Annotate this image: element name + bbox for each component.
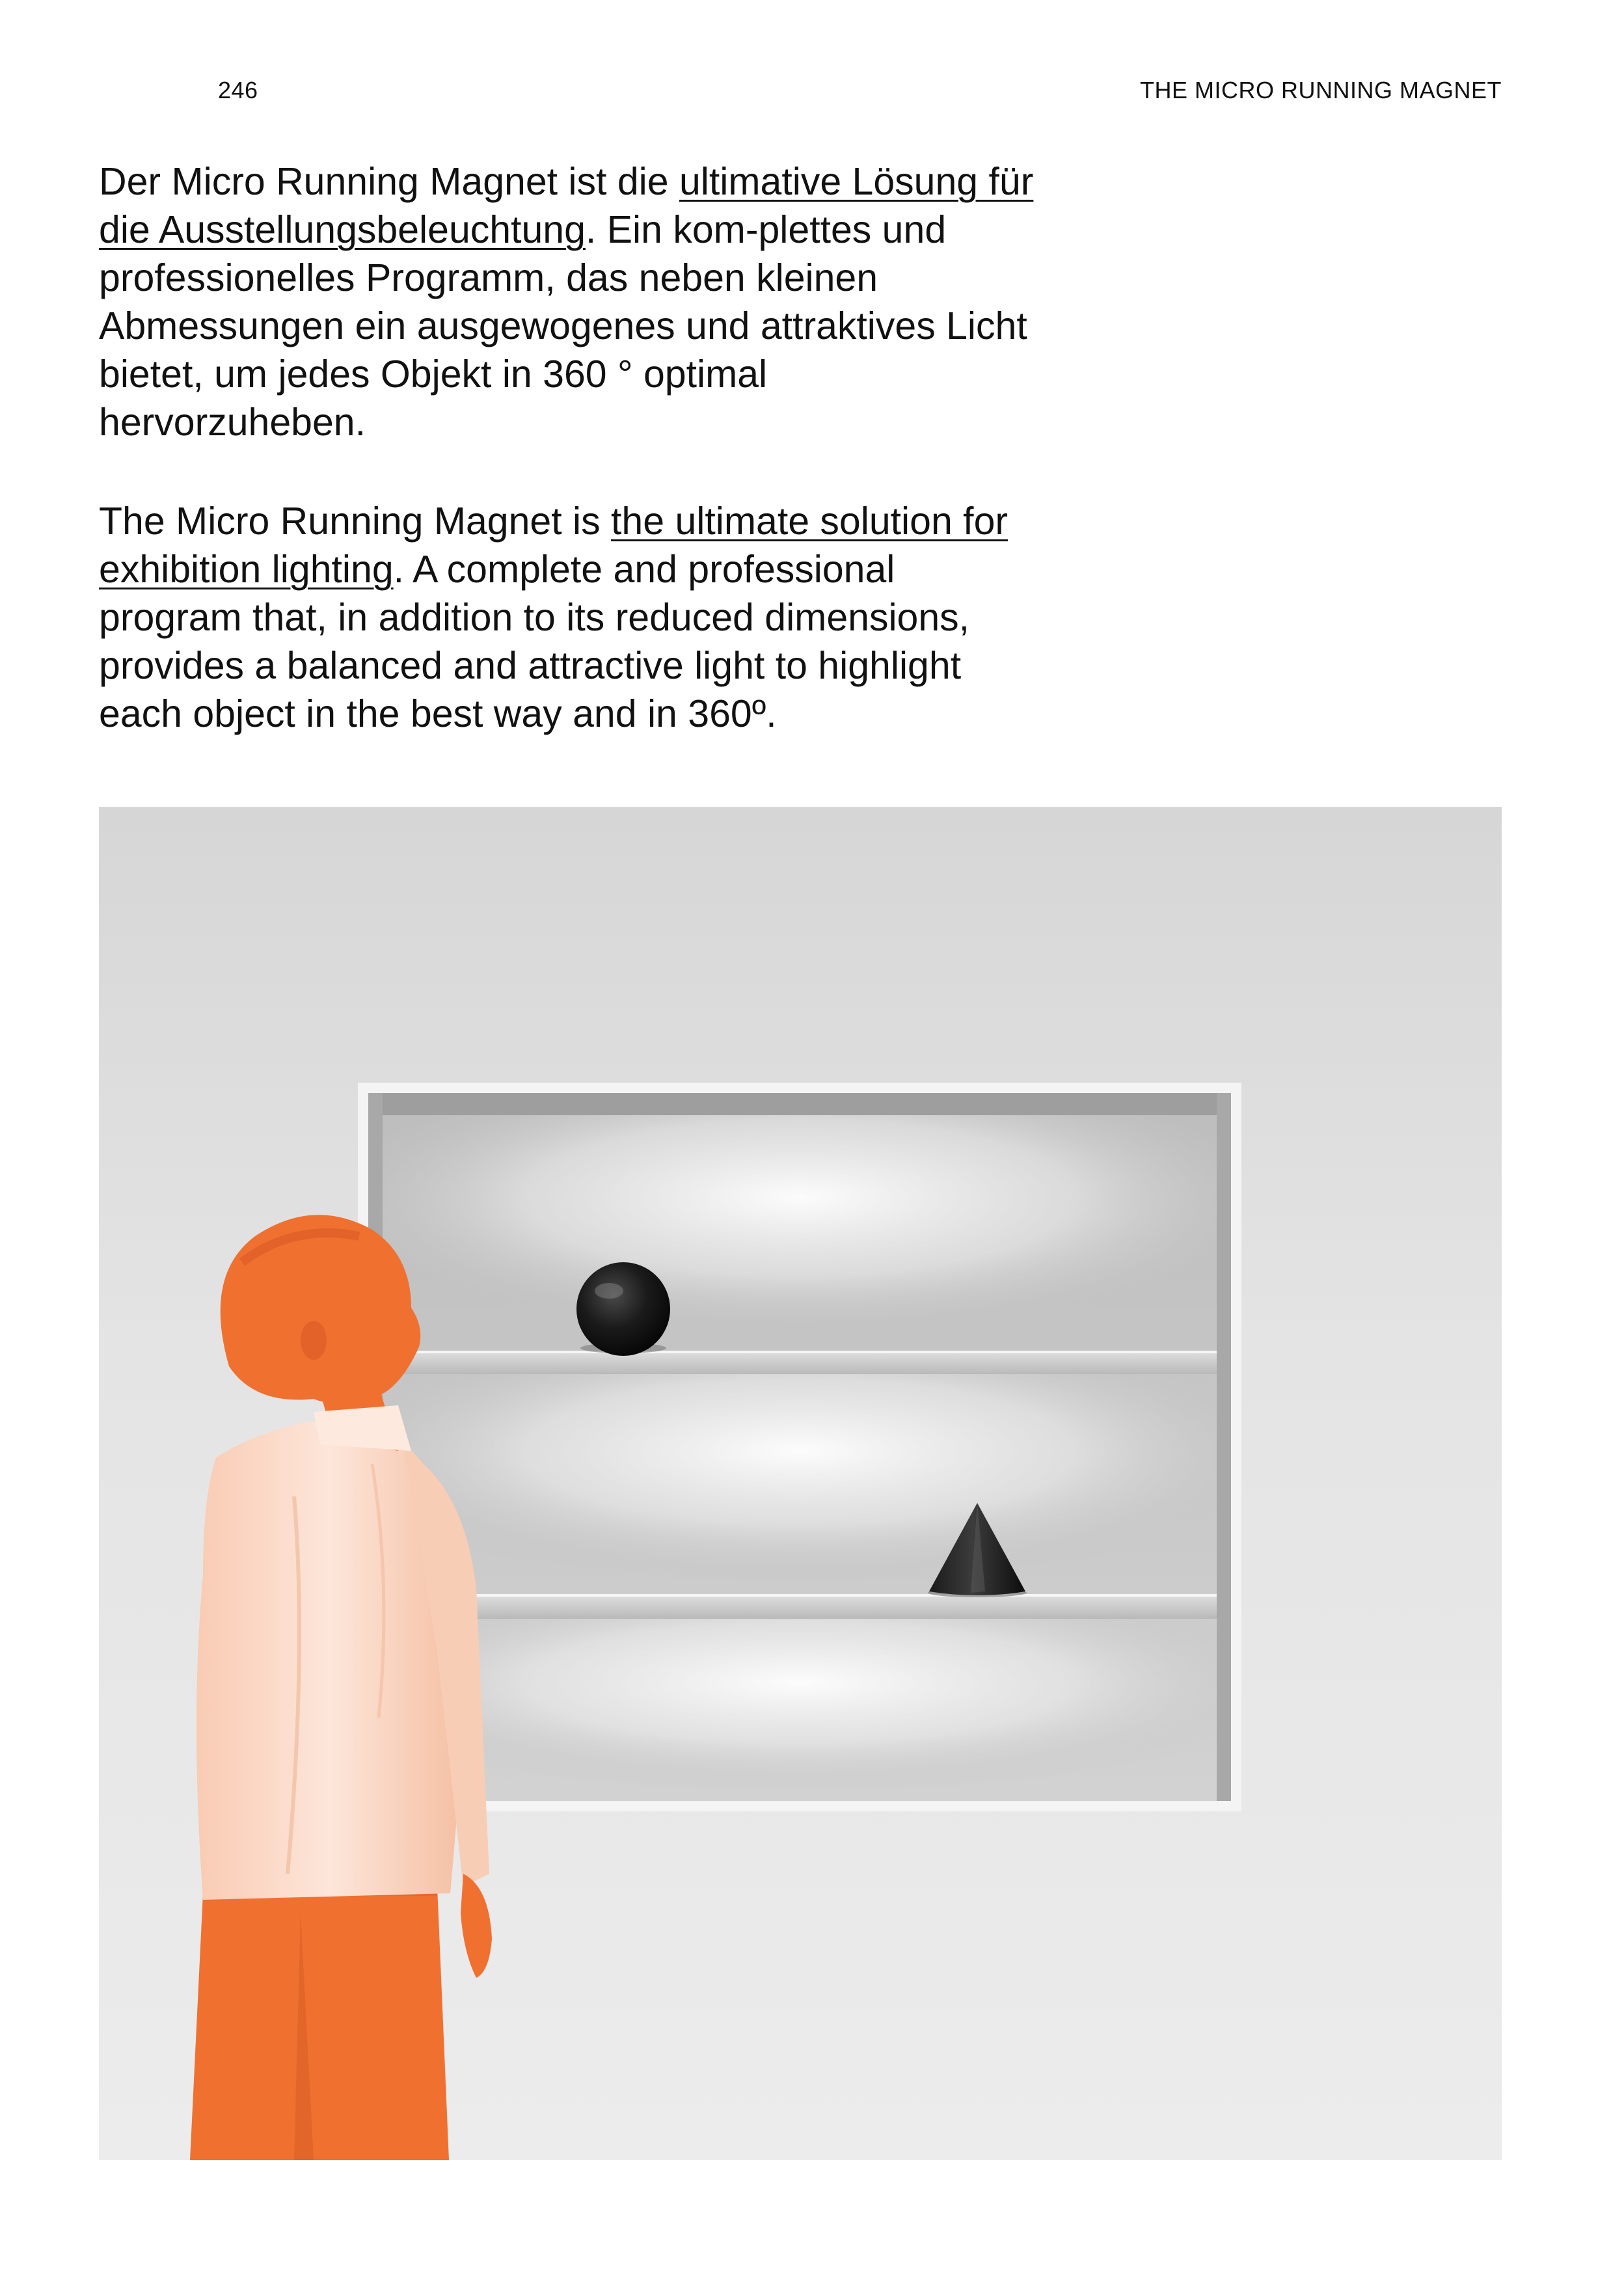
exhibition-illustration	[99, 807, 1502, 2160]
paragraph-english-rest: . A complete and professional program that, in addition to its reduced dimensions, provides a balanced and attractive light to highlight each object in the best way and in 360º.	[99, 548, 970, 735]
paragraph-english-highlight: the ultimate solution for exhibition lighting	[99, 500, 1008, 591]
paragraph-german-highlight: ultimative Lösung für die Ausstellungsbeleuchtung	[99, 160, 1034, 251]
page-number: 246	[218, 77, 258, 103]
black-sphere	[576, 1262, 670, 1356]
paragraph-german-intro: Der Micro Running Magnet ist die	[99, 160, 679, 203]
paragraph-german	[99, 157, 1042, 446]
paragraph-english	[99, 497, 1042, 738]
paragraph-german-rest: . Ein kom-plettes und professionelles Programm, das neben kleinen Abmessungen ein ausgewogenes und attraktives Licht bietet, um jedes Objekt in 360 ° optimal hervorzuheben.	[99, 208, 1027, 444]
exhibition-photo	[99, 807, 1502, 2160]
wall-niche	[358, 1083, 1241, 1811]
running-header: THE MICRO RUNNING MAGNET	[1140, 77, 1502, 103]
paragraph-english-intro: The Micro Running Magnet is	[99, 500, 612, 543]
